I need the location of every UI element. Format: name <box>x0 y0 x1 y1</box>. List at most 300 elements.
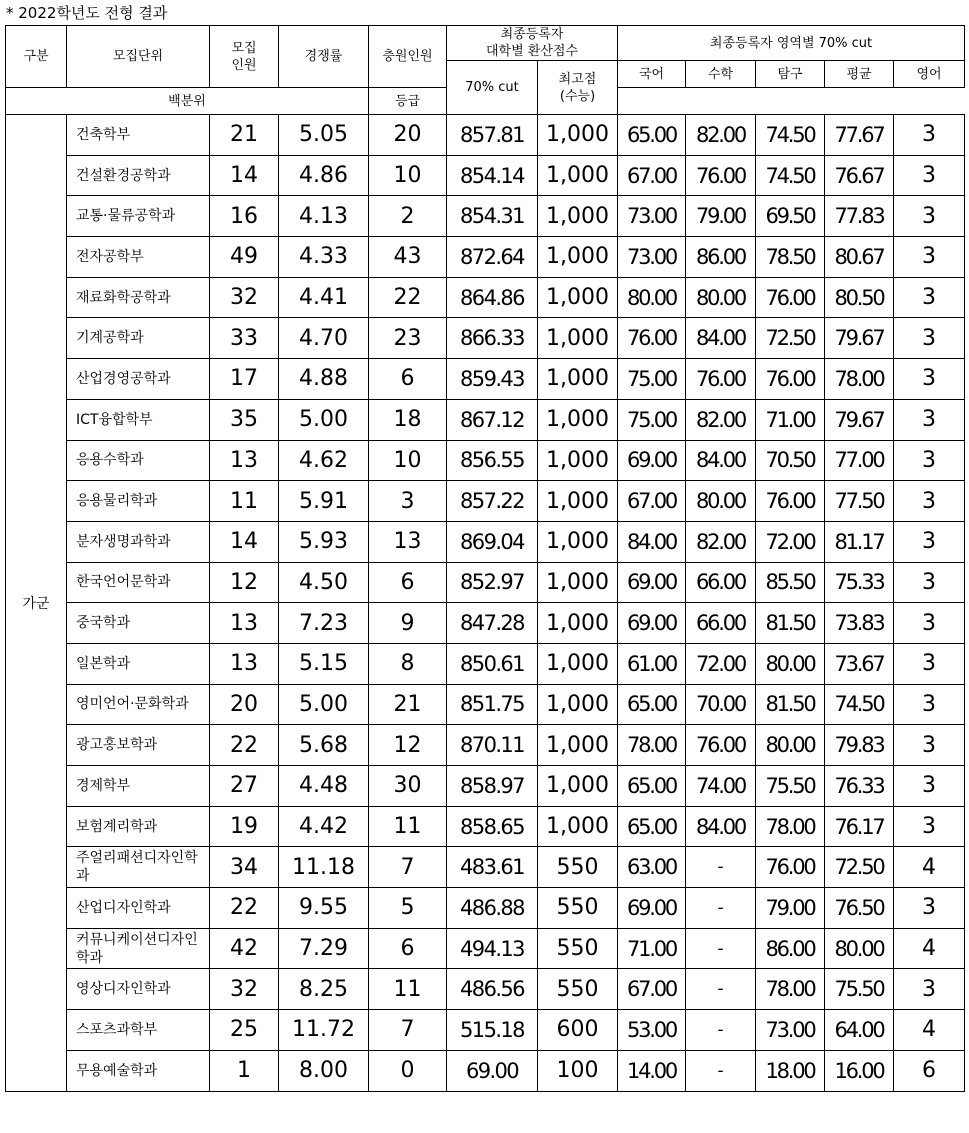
cell-quota: 35 <box>210 399 279 440</box>
cell-inquiry: 78.50 <box>756 237 825 278</box>
cell-average: 80.50 <box>825 277 894 318</box>
cell-korean: 63.00 <box>618 847 686 888</box>
cell-quota: 13 <box>210 440 279 481</box>
cell-cut70: 854.31 <box>447 196 538 237</box>
cell-average: 72.50 <box>825 847 894 888</box>
cell-additional: 6 <box>369 562 447 603</box>
cell-inquiry: 78.00 <box>756 969 825 1010</box>
cell-max: 100 <box>538 1050 618 1091</box>
table-row <box>6 766 965 807</box>
header-max <box>538 61 618 115</box>
cell-quota: 13 <box>210 643 279 684</box>
cell-english: 3 <box>894 440 965 481</box>
cell-inquiry: 81.50 <box>756 684 825 725</box>
header-final-converted-line1: 최종등록자 <box>500 27 564 42</box>
cell-cut70: 483.61 <box>447 847 538 888</box>
header-percentile: 백분위 <box>6 88 369 115</box>
table-body <box>6 115 965 1092</box>
cell-english: 3 <box>894 969 965 1010</box>
cell-math: 82.00 <box>686 399 756 440</box>
cell-competition: 9.55 <box>279 888 369 929</box>
cell-english: 3 <box>894 725 965 766</box>
header-additional: 충원인원 <box>369 26 447 88</box>
cell-unit: 중국학과 <box>67 603 210 644</box>
cell-max: 550 <box>538 888 618 929</box>
cell-inquiry: 72.00 <box>756 521 825 562</box>
cell-max: 1,000 <box>538 399 618 440</box>
cell-math: 66.00 <box>686 562 756 603</box>
header-max-line2: (수능) <box>559 88 596 104</box>
cell-unit: 재료화학공학과 <box>67 277 210 318</box>
cell-max: 1,000 <box>538 684 618 725</box>
cell-unit: 산업디자인학과 <box>67 888 210 929</box>
cell-additional: 11 <box>369 969 447 1010</box>
header-average: 평균 <box>825 61 894 88</box>
cell-additional: 7 <box>369 847 447 888</box>
table-row <box>6 481 965 522</box>
cell-average: 79.83 <box>825 725 894 766</box>
cell-cut70: 870.11 <box>447 725 538 766</box>
cell-average: 79.67 <box>825 399 894 440</box>
cell-competition: 5.05 <box>279 115 369 156</box>
cell-english: 4 <box>894 1010 965 1051</box>
cell-competition: 4.13 <box>279 196 369 237</box>
cell-inquiry: 76.00 <box>756 359 825 400</box>
cell-competition: 5.00 <box>279 399 369 440</box>
cell-average: 79.67 <box>825 318 894 359</box>
cell-inquiry: 75.50 <box>756 766 825 807</box>
cell-max: 1,000 <box>538 115 618 156</box>
cell-average: 73.67 <box>825 643 894 684</box>
cell-unit: 건축학부 <box>67 115 210 156</box>
cell-quota: 49 <box>210 237 279 278</box>
cell-inquiry: 81.50 <box>756 603 825 644</box>
cell-korean: 71.00 <box>618 928 686 969</box>
table-row <box>6 521 965 562</box>
cell-unit: 건설환경공학과 <box>67 155 210 196</box>
cell-unit: 커뮤니케이션디자인학과 <box>67 928 210 969</box>
cell-competition: 4.86 <box>279 155 369 196</box>
cell-math: 84.00 <box>686 806 756 847</box>
cell-max: 550 <box>538 928 618 969</box>
cell-english: 3 <box>894 643 965 684</box>
header-competition: 경쟁률 <box>279 26 369 88</box>
cell-competition: 4.62 <box>279 440 369 481</box>
cell-additional: 21 <box>369 684 447 725</box>
cell-competition: 4.48 <box>279 766 369 807</box>
cell-korean: 69.00 <box>618 562 686 603</box>
cell-quota: 42 <box>210 928 279 969</box>
cell-english: 3 <box>894 237 965 278</box>
cell-english: 6 <box>894 1050 965 1091</box>
cell-cut70: 866.33 <box>447 318 538 359</box>
cell-average: 16.00 <box>825 1050 894 1091</box>
cell-unit: 일본학과 <box>67 643 210 684</box>
cell-additional: 11 <box>369 806 447 847</box>
cell-math: 79.00 <box>686 196 756 237</box>
cell-math: 80.00 <box>686 277 756 318</box>
table-row <box>6 928 965 969</box>
cell-korean: 65.00 <box>618 684 686 725</box>
cell-math: 72.00 <box>686 643 756 684</box>
cell-english: 4 <box>894 928 965 969</box>
cell-cut70: 852.97 <box>447 562 538 603</box>
cell-unit: 기계공학과 <box>67 318 210 359</box>
cell-english: 3 <box>894 318 965 359</box>
cell-cut70: 857.22 <box>447 481 538 522</box>
cell-korean: 67.00 <box>618 155 686 196</box>
cell-unit: 분자생명과학과 <box>67 521 210 562</box>
cell-korean: 69.00 <box>618 603 686 644</box>
cell-english: 3 <box>894 481 965 522</box>
cell-cut70: 858.65 <box>447 806 538 847</box>
cell-average: 77.83 <box>825 196 894 237</box>
header-inquiry: 탐구 <box>756 61 825 88</box>
table-row <box>6 888 965 929</box>
cell-average: 77.50 <box>825 481 894 522</box>
cell-unit: 광고홍보학과 <box>67 725 210 766</box>
cell-additional: 18 <box>369 399 447 440</box>
table-row <box>6 237 965 278</box>
table-row <box>6 115 965 156</box>
cell-competition: 5.15 <box>279 643 369 684</box>
table-row <box>6 196 965 237</box>
cell-english: 3 <box>894 155 965 196</box>
header-cut70: 70% cut <box>447 61 538 115</box>
cell-korean: 67.00 <box>618 969 686 1010</box>
cell-quota: 21 <box>210 115 279 156</box>
cell-english: 3 <box>894 562 965 603</box>
header-final-converted-line2: 대학별 환산점수 <box>485 44 579 59</box>
cell-max: 1,000 <box>538 562 618 603</box>
table-row <box>6 399 965 440</box>
cell-max: 1,000 <box>538 237 618 278</box>
cell-average: 77.67 <box>825 115 894 156</box>
cell-max: 1,000 <box>538 521 618 562</box>
cell-competition: 7.23 <box>279 603 369 644</box>
cell-competition: 7.29 <box>279 928 369 969</box>
cell-average: 76.33 <box>825 766 894 807</box>
cell-average: 80.67 <box>825 237 894 278</box>
cell-english: 3 <box>894 277 965 318</box>
cell-unit: 보험계리학과 <box>67 806 210 847</box>
cell-additional: 13 <box>369 521 447 562</box>
cell-math: - <box>686 969 756 1010</box>
cell-additional: 30 <box>369 766 447 807</box>
cell-competition: 4.50 <box>279 562 369 603</box>
cell-english: 3 <box>894 399 965 440</box>
cell-korean: 75.00 <box>618 399 686 440</box>
cell-unit: 무용예술학과 <box>67 1050 210 1091</box>
cell-cut70: 869.04 <box>447 521 538 562</box>
cell-korean: 61.00 <box>618 643 686 684</box>
cell-math: 76.00 <box>686 155 756 196</box>
cell-additional: 6 <box>369 359 447 400</box>
admission-results-table <box>5 25 965 1092</box>
cell-additional: 10 <box>369 155 447 196</box>
cell-cut70: 856.55 <box>447 440 538 481</box>
cell-max: 550 <box>538 969 618 1010</box>
cell-additional: 43 <box>369 237 447 278</box>
cell-math: - <box>686 928 756 969</box>
cell-inquiry: 74.50 <box>756 115 825 156</box>
cell-max: 1,000 <box>538 318 618 359</box>
cell-korean: 78.00 <box>618 725 686 766</box>
cell-competition: 4.42 <box>279 806 369 847</box>
cell-unit: 영미언어·문화학과 <box>67 684 210 725</box>
cell-unit: 교통·물류공학과 <box>67 196 210 237</box>
cell-competition: 11.18 <box>279 847 369 888</box>
cell-inquiry: 76.00 <box>756 847 825 888</box>
cell-max: 1,000 <box>538 440 618 481</box>
cell-quota: 22 <box>210 888 279 929</box>
cell-unit: 영상디자인학과 <box>67 969 210 1010</box>
cell-math: 76.00 <box>686 725 756 766</box>
cell-quota: 19 <box>210 806 279 847</box>
cell-quota: 14 <box>210 155 279 196</box>
header-max-line1: 최고점 <box>558 71 597 87</box>
cell-math: - <box>686 1050 756 1091</box>
cell-additional: 9 <box>369 603 447 644</box>
cell-math: 84.00 <box>686 440 756 481</box>
cell-korean: 75.00 <box>618 359 686 400</box>
cell-korean: 65.00 <box>618 806 686 847</box>
cell-cut70: 494.13 <box>447 928 538 969</box>
cell-math: - <box>686 1010 756 1051</box>
cell-cut70: 854.14 <box>447 155 538 196</box>
cell-inquiry: 73.00 <box>756 1010 825 1051</box>
cell-quota: 32 <box>210 277 279 318</box>
cell-quota: 34 <box>210 847 279 888</box>
cell-average: 64.00 <box>825 1010 894 1051</box>
cell-unit: 전자공학부 <box>67 237 210 278</box>
cell-additional: 8 <box>369 643 447 684</box>
cell-additional: 5 <box>369 888 447 929</box>
cell-quota: 11 <box>210 481 279 522</box>
table-row <box>6 277 965 318</box>
cell-unit: 한국언어문학과 <box>67 562 210 603</box>
cell-additional: 0 <box>369 1050 447 1091</box>
cell-math: 86.00 <box>686 237 756 278</box>
cell-math: - <box>686 847 756 888</box>
table-row <box>6 1010 965 1051</box>
cell-additional: 6 <box>369 928 447 969</box>
cell-math: 80.00 <box>686 481 756 522</box>
table-row <box>6 847 965 888</box>
cell-average: 75.50 <box>825 969 894 1010</box>
cell-korean: 67.00 <box>618 481 686 522</box>
cell-competition: 4.70 <box>279 318 369 359</box>
header-english: 영어 <box>894 61 965 88</box>
cell-quota: 22 <box>210 725 279 766</box>
header-grade: 등급 <box>369 88 447 115</box>
cell-math: 82.00 <box>686 521 756 562</box>
cell-unit: 스포츠과학부 <box>67 1010 210 1051</box>
cell-english: 3 <box>894 766 965 807</box>
cell-max: 1,000 <box>538 725 618 766</box>
table-row <box>6 359 965 400</box>
cell-inquiry: 71.00 <box>756 399 825 440</box>
cell-cut70: 515.18 <box>447 1010 538 1051</box>
header-quota-line1: 모집 <box>231 40 257 56</box>
cell-korean: 80.00 <box>618 277 686 318</box>
cell-average: 73.83 <box>825 603 894 644</box>
cell-korean: 53.00 <box>618 1010 686 1051</box>
table-row <box>6 155 965 196</box>
cell-korean: 69.00 <box>618 888 686 929</box>
cell-competition: 5.00 <box>279 684 369 725</box>
header-math: 수학 <box>686 61 756 88</box>
cell-additional: 10 <box>369 440 447 481</box>
cell-quota: 33 <box>210 318 279 359</box>
cell-math: 82.00 <box>686 115 756 156</box>
cell-unit: 응용물리학과 <box>67 481 210 522</box>
cell-quota: 27 <box>210 766 279 807</box>
cell-additional: 22 <box>369 277 447 318</box>
cell-math: 84.00 <box>686 318 756 359</box>
cell-quota: 12 <box>210 562 279 603</box>
cell-english: 3 <box>894 196 965 237</box>
cell-max: 1,000 <box>538 196 618 237</box>
cell-cut70: 872.64 <box>447 237 538 278</box>
table-row <box>6 969 965 1010</box>
cell-max: 1,000 <box>538 643 618 684</box>
cell-inquiry: 80.00 <box>756 725 825 766</box>
cell-additional: 23 <box>369 318 447 359</box>
cell-cut70: 858.97 <box>447 766 538 807</box>
cell-max: 1,000 <box>538 359 618 400</box>
cell-average: 80.00 <box>825 928 894 969</box>
cell-inquiry: 78.00 <box>756 806 825 847</box>
cell-competition: 4.88 <box>279 359 369 400</box>
cell-english: 3 <box>894 521 965 562</box>
cell-english: 3 <box>894 888 965 929</box>
cell-cut70: 851.75 <box>447 684 538 725</box>
cell-quota: 25 <box>210 1010 279 1051</box>
cell-unit: 산업경영공학과 <box>67 359 210 400</box>
table-row <box>6 440 965 481</box>
cell-inquiry: 76.00 <box>756 277 825 318</box>
cell-quota: 1 <box>210 1050 279 1091</box>
cell-unit: ICT융합학부 <box>67 399 210 440</box>
cell-average: 78.00 <box>825 359 894 400</box>
table-row <box>6 725 965 766</box>
cell-average: 77.00 <box>825 440 894 481</box>
cell-average: 74.50 <box>825 684 894 725</box>
cell-quota: 20 <box>210 684 279 725</box>
cell-korean: 69.00 <box>618 440 686 481</box>
cell-korean: 76.00 <box>618 318 686 359</box>
cell-cut70: 864.86 <box>447 277 538 318</box>
cell-math: 66.00 <box>686 603 756 644</box>
cell-max: 1,000 <box>538 277 618 318</box>
header-category: 구분 <box>6 26 67 88</box>
cell-competition: 5.68 <box>279 725 369 766</box>
cell-math: - <box>686 888 756 929</box>
cell-quota: 16 <box>210 196 279 237</box>
cell-english: 3 <box>894 603 965 644</box>
cell-korean: 65.00 <box>618 115 686 156</box>
cell-math: 76.00 <box>686 359 756 400</box>
cell-competition: 11.72 <box>279 1010 369 1051</box>
cell-math: 70.00 <box>686 684 756 725</box>
cell-average: 76.50 <box>825 888 894 929</box>
cell-inquiry: 18.00 <box>756 1050 825 1091</box>
header-area-cut: 최종등록자 영역별 70% cut <box>618 26 965 61</box>
table-caption: * 2022학년도 전형 결과 <box>6 4 168 22</box>
cell-max: 550 <box>538 847 618 888</box>
cell-english: 3 <box>894 806 965 847</box>
cell-cut70: 486.56 <box>447 969 538 1010</box>
cell-inquiry: 86.00 <box>756 928 825 969</box>
cell-max: 1,000 <box>538 603 618 644</box>
cell-additional: 7 <box>369 1010 447 1051</box>
cell-max: 1,000 <box>538 766 618 807</box>
table-row <box>6 684 965 725</box>
cell-cut70: 867.12 <box>447 399 538 440</box>
cell-english: 4 <box>894 847 965 888</box>
cell-competition: 8.25 <box>279 969 369 1010</box>
cell-unit: 주얼리패션디자인학과 <box>67 847 210 888</box>
cell-inquiry: 69.50 <box>756 196 825 237</box>
cell-max: 1,000 <box>538 481 618 522</box>
cell-math: 74.00 <box>686 766 756 807</box>
cell-korean: 14.00 <box>618 1050 686 1091</box>
cell-group: 가군 <box>6 115 67 1092</box>
cell-unit: 응용수학과 <box>67 440 210 481</box>
cell-additional: 20 <box>369 115 447 156</box>
cell-cut70: 857.81 <box>447 115 538 156</box>
cell-inquiry: 70.50 <box>756 440 825 481</box>
cell-quota: 13 <box>210 603 279 644</box>
header-korean: 국어 <box>618 61 686 88</box>
cell-quota: 17 <box>210 359 279 400</box>
header-final-converted <box>447 26 618 61</box>
cell-cut70: 69.00 <box>447 1050 538 1091</box>
header-quota <box>210 26 279 88</box>
cell-korean: 73.00 <box>618 196 686 237</box>
cell-competition: 4.41 <box>279 277 369 318</box>
cell-korean: 65.00 <box>618 766 686 807</box>
cell-korean: 84.00 <box>618 521 686 562</box>
cell-additional: 3 <box>369 481 447 522</box>
cell-inquiry: 85.50 <box>756 562 825 603</box>
table-row <box>6 1050 965 1091</box>
cell-quota: 14 <box>210 521 279 562</box>
cell-average: 75.33 <box>825 562 894 603</box>
cell-average: 81.17 <box>825 521 894 562</box>
table-row <box>6 806 965 847</box>
cell-max: 1,000 <box>538 155 618 196</box>
cell-cut70: 486.88 <box>447 888 538 929</box>
cell-inquiry: 74.50 <box>756 155 825 196</box>
cell-competition: 5.91 <box>279 481 369 522</box>
cell-competition: 4.33 <box>279 237 369 278</box>
table-row <box>6 603 965 644</box>
table-row <box>6 643 965 684</box>
cell-average: 76.17 <box>825 806 894 847</box>
cell-max: 600 <box>538 1010 618 1051</box>
table-row <box>6 562 965 603</box>
cell-english: 3 <box>894 684 965 725</box>
cell-english: 3 <box>894 115 965 156</box>
cell-competition: 5.93 <box>279 521 369 562</box>
cell-quota: 32 <box>210 969 279 1010</box>
cell-korean: 73.00 <box>618 237 686 278</box>
cell-additional: 2 <box>369 196 447 237</box>
cell-inquiry: 76.00 <box>756 481 825 522</box>
cell-inquiry: 80.00 <box>756 643 825 684</box>
